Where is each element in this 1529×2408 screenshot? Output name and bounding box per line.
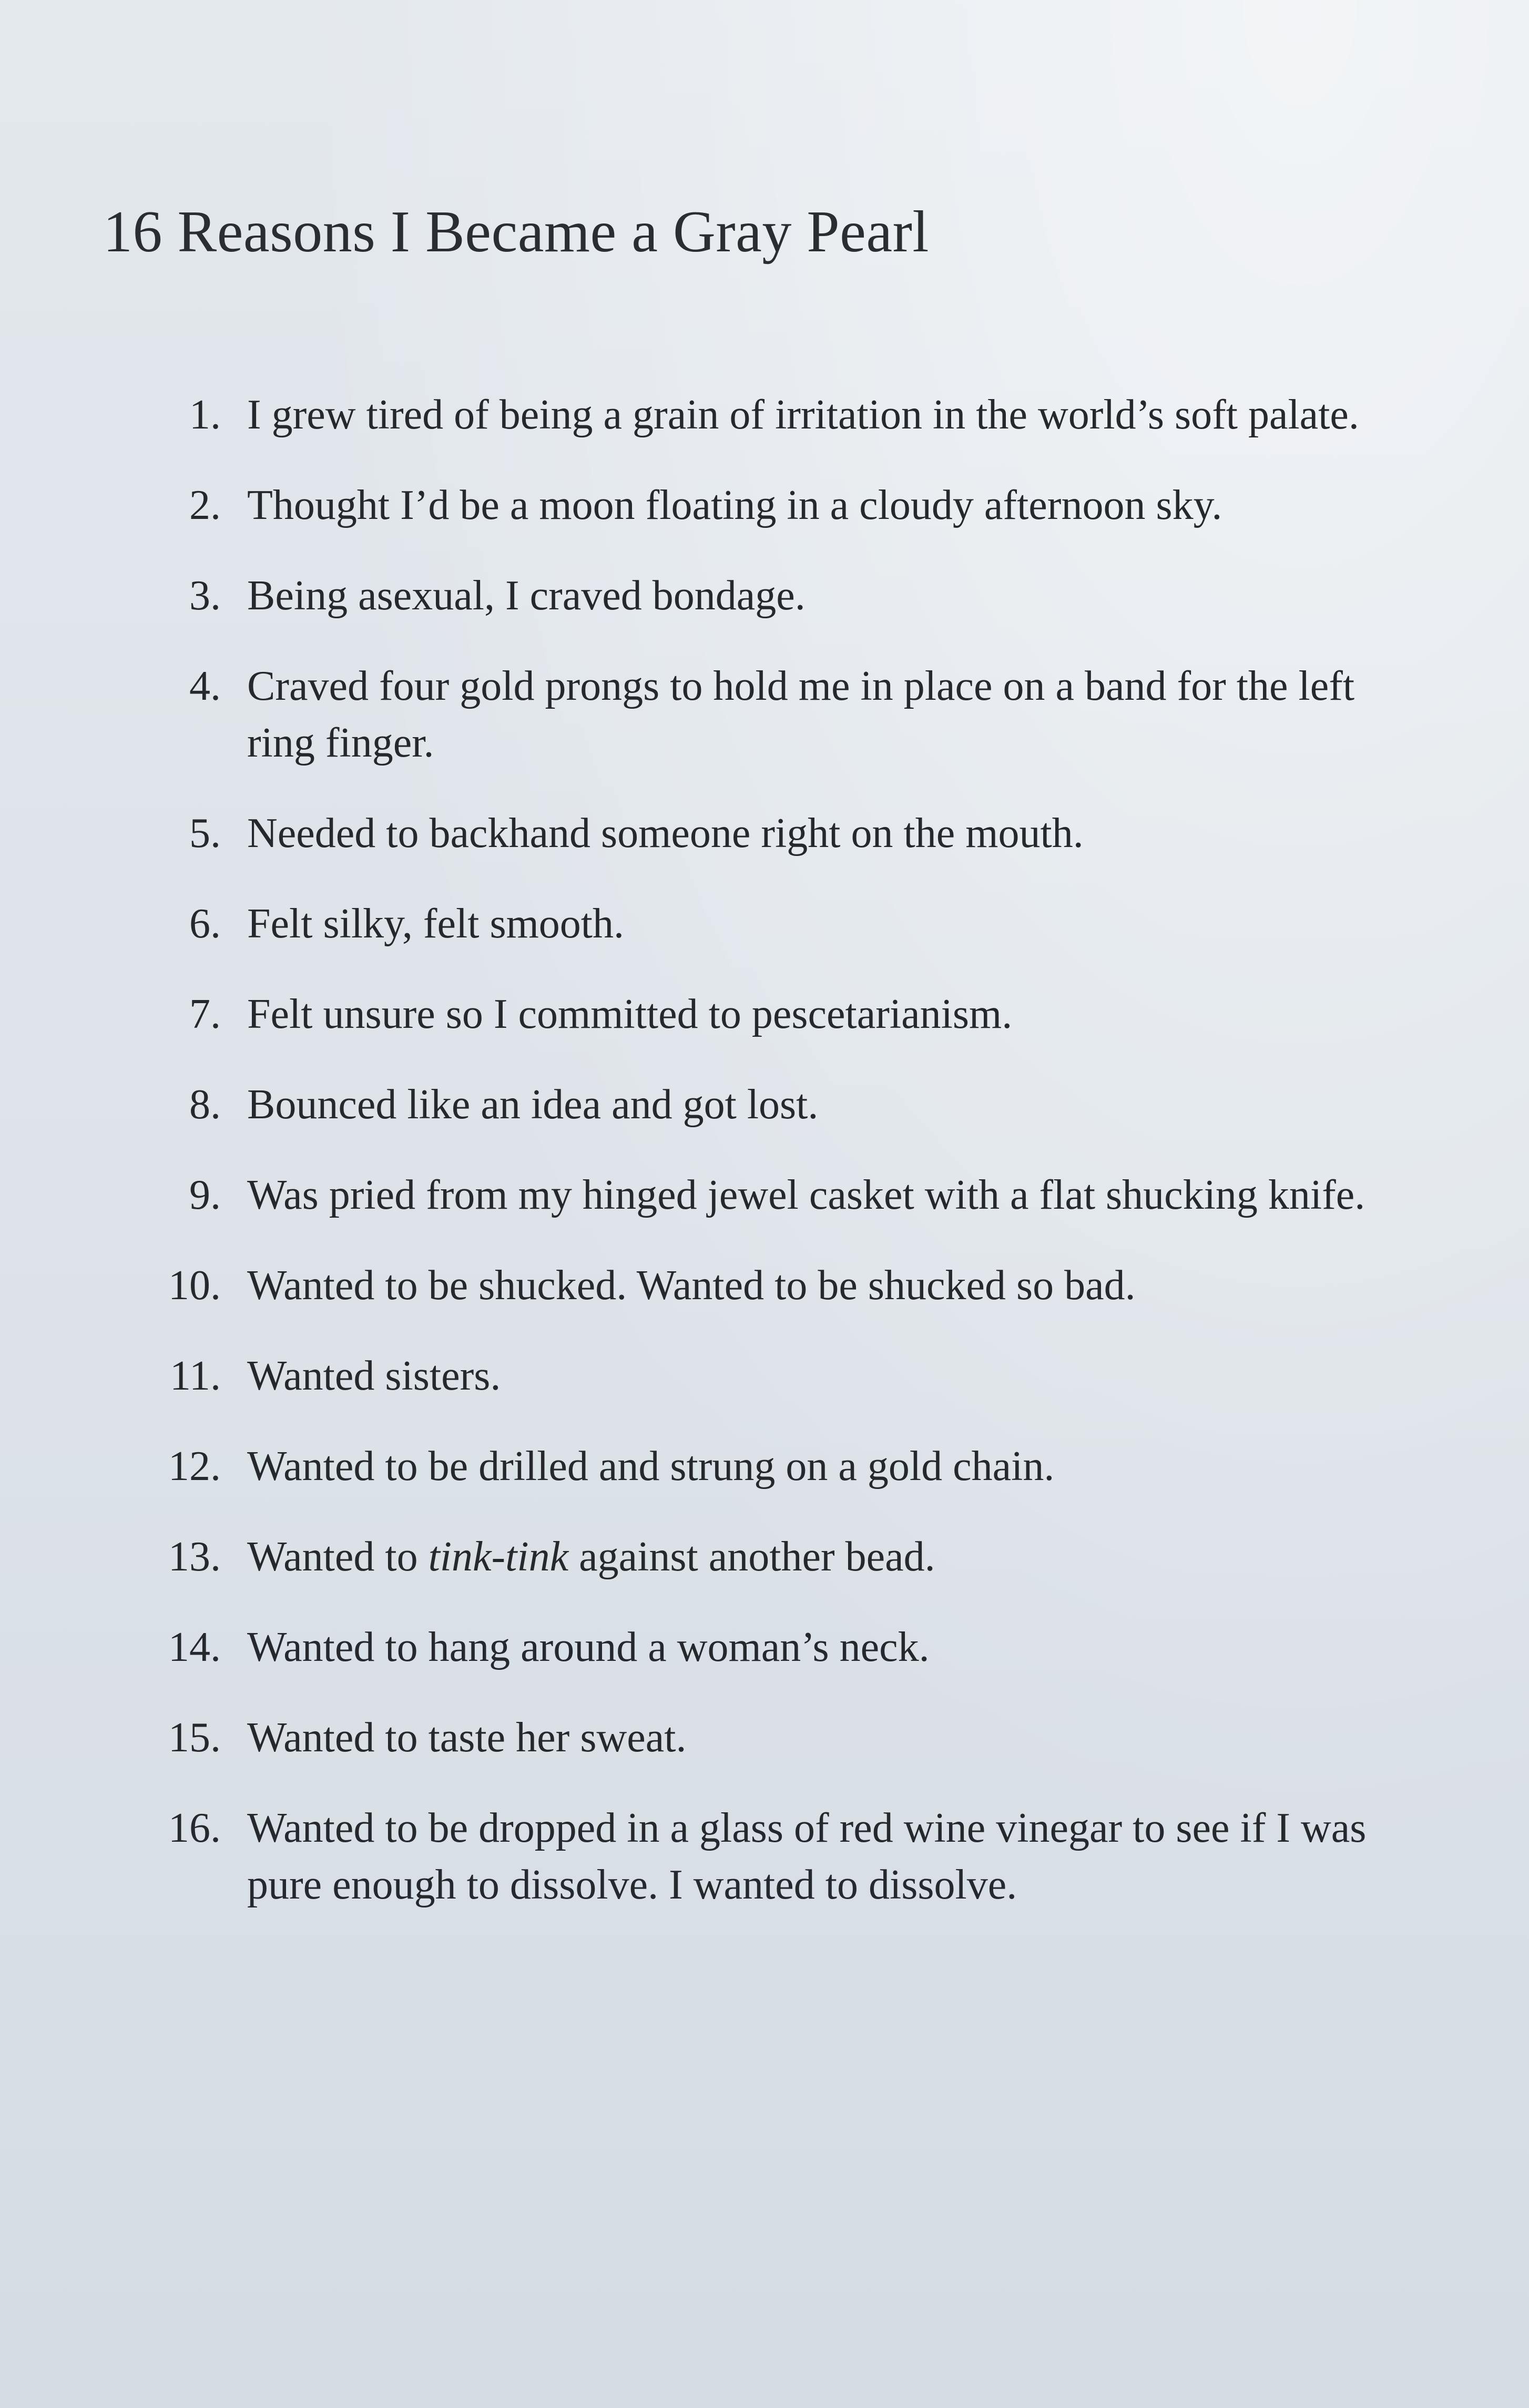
- line-text: Wanted sisters.: [247, 1353, 501, 1399]
- line-number: 10.: [168, 1262, 221, 1309]
- line-text-italic: tink-tink: [428, 1534, 569, 1580]
- poem-line-16: [158, 1800, 1378, 1913]
- line-text: Felt silky, felt smooth.: [247, 901, 625, 947]
- line-number: 11.: [169, 1353, 221, 1399]
- poem-line-4: [158, 658, 1378, 771]
- poem-line-6: [158, 895, 1378, 952]
- poem-line-13: [158, 1528, 1378, 1585]
- line-number: 16.: [168, 1805, 221, 1851]
- line-text: Needed to backhand someone right on the mouth.: [247, 810, 1084, 856]
- line-text: Being asexual, I craved bondage.: [247, 573, 806, 619]
- line-text: Wanted to taste her sweat.: [247, 1715, 687, 1761]
- line-text: Felt unsure so I committed to pescetarianism.: [247, 991, 1013, 1037]
- poem-line-2: [158, 477, 1378, 534]
- line-text: Craved four gold prongs to hold me in place on a band for the left ring finger.: [247, 663, 1355, 766]
- poem-line-15: [158, 1709, 1378, 1766]
- line-number: 9.: [189, 1172, 221, 1218]
- line-text: [247, 1528, 1378, 1585]
- line-text: Wanted to hang around a woman’s neck.: [247, 1624, 930, 1670]
- poem-line-8: [158, 1076, 1378, 1133]
- line-text-after: against another bead.: [568, 1534, 935, 1580]
- poem-line-1: [158, 386, 1378, 443]
- poem-line-10: [158, 1257, 1378, 1314]
- line-number: 12.: [168, 1443, 221, 1489]
- line-text: Bounced like an idea and got lost.: [247, 1081, 819, 1128]
- line-text: Wanted to be drilled and strung on a gold chain.: [247, 1443, 1055, 1489]
- line-number: 14.: [168, 1624, 221, 1670]
- line-number: 13.: [168, 1534, 221, 1580]
- line-text: Wanted to be dropped in a glass of red wine vinegar to see if I was pure enough to dissolve. I wanted to dissolve.: [247, 1805, 1367, 1908]
- line-number: 6.: [189, 901, 221, 947]
- line-number: 4.: [189, 663, 221, 709]
- line-number: 15.: [168, 1715, 221, 1761]
- poem-line-5: [158, 805, 1378, 862]
- poem-line-14: [158, 1619, 1378, 1676]
- line-text: I grew tired of being a grain of irritation in the world’s soft palate.: [247, 392, 1359, 438]
- poem-line-9: [158, 1167, 1378, 1223]
- line-text: Wanted to be shucked. Wanted to be shucked so bad.: [247, 1262, 1136, 1309]
- line-number: 1.: [189, 392, 221, 438]
- poem-title: 16 Reasons I Became a Gray Pearl: [103, 199, 929, 264]
- line-text-before: Wanted to: [247, 1534, 429, 1580]
- line-number: 5.: [189, 810, 221, 856]
- poem-list: [158, 386, 1378, 1947]
- poem-line-7: [158, 986, 1378, 1043]
- poem-line-12: [158, 1438, 1378, 1495]
- line-number: 8.: [189, 1081, 221, 1128]
- line-number: 2.: [189, 482, 221, 528]
- line-text: Was pried from my hinged jewel casket with a flat shucking knife.: [247, 1172, 1365, 1218]
- line-number: 3.: [189, 573, 221, 619]
- line-text: Thought I’d be a moon floating in a cloudy afternoon sky.: [247, 482, 1222, 528]
- poem-line-11: [158, 1348, 1378, 1404]
- line-number: 7.: [189, 991, 221, 1037]
- poem-line-3: [158, 567, 1378, 624]
